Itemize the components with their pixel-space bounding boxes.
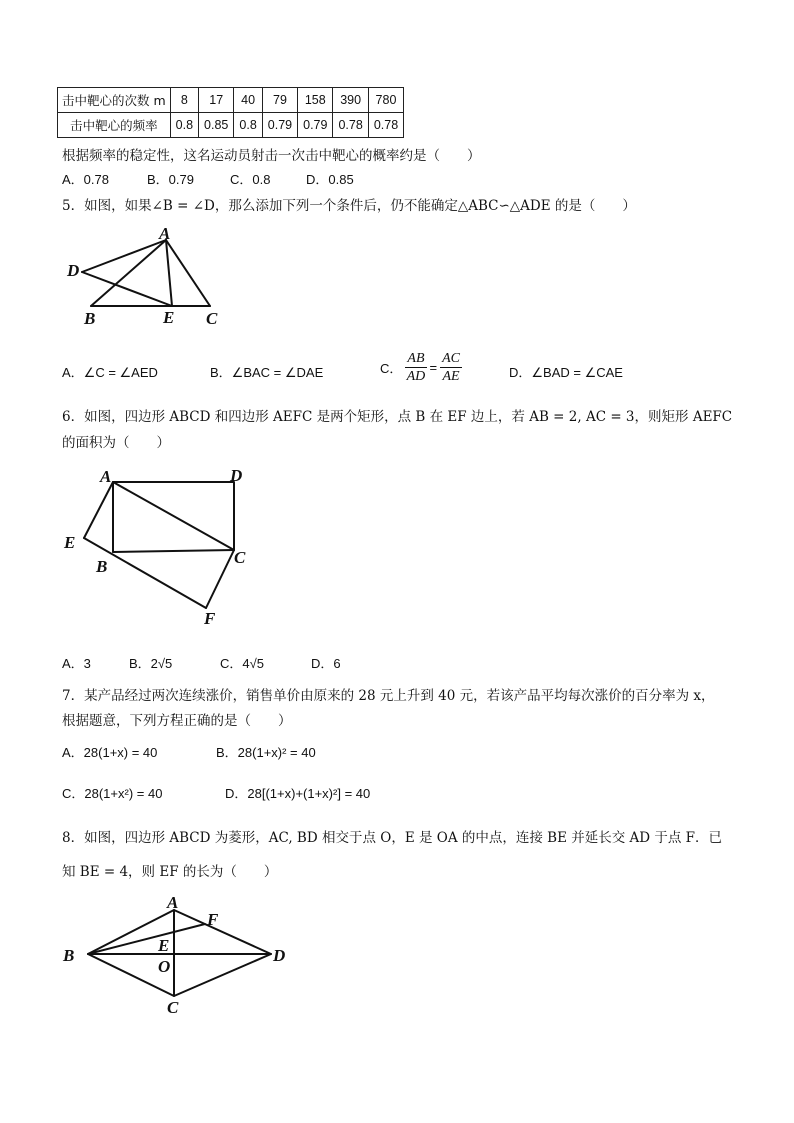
segment-AB bbox=[91, 240, 166, 306]
table-cell: 0.78 bbox=[368, 113, 403, 138]
fraction-ab-ad bbox=[405, 350, 426, 385]
label-E: E bbox=[158, 936, 170, 955]
table-cell: 0.8 bbox=[170, 113, 198, 138]
label-D: D bbox=[273, 946, 286, 965]
table-cell: 0.79 bbox=[298, 113, 333, 138]
q5-stem: 5．如图，如果∠B = ∠D，那么添加下列一个条件后，仍不能确定△ABC∽△ADE 的是（ ） bbox=[62, 198, 636, 214]
label-F: F bbox=[207, 910, 219, 929]
label-C: C bbox=[167, 998, 179, 1017]
row-header: 击中靶心的频率 bbox=[58, 113, 171, 138]
table-cell: 17 bbox=[199, 88, 234, 113]
table-cell: 0.8 bbox=[234, 113, 262, 138]
segment-AD bbox=[82, 240, 166, 272]
label-B: B bbox=[96, 557, 108, 576]
q4-option-a: A．0.78 bbox=[62, 172, 109, 187]
label-E: E bbox=[64, 533, 76, 552]
label-D: D bbox=[67, 261, 80, 280]
q7-stem-line2: 根据题意，下列方程正确的是（ ） bbox=[62, 713, 292, 729]
segment-FC bbox=[206, 550, 234, 608]
q8-stem-line2: 知 BE = 4，则 EF 的长为（ ） bbox=[62, 864, 278, 880]
q6-option-d: D．6 bbox=[311, 656, 341, 671]
q5-option-c bbox=[380, 350, 462, 385]
q6-stem-line2: 的面积为（ ） bbox=[62, 435, 170, 451]
table-cell: 158 bbox=[298, 88, 333, 113]
frequency-table bbox=[57, 87, 404, 138]
label-B: B bbox=[84, 309, 96, 328]
table-cell: 0.78 bbox=[333, 113, 368, 138]
table-row bbox=[58, 88, 404, 113]
denominator: AE bbox=[442, 369, 460, 384]
table-cell: 0.79 bbox=[262, 113, 297, 138]
q7-option-d: D．28[(1+x)+(1+x)²] = 40 bbox=[225, 786, 371, 801]
denominator: AD bbox=[406, 369, 426, 384]
table-cell: 8 bbox=[170, 88, 198, 113]
label-C: C bbox=[234, 548, 246, 567]
fraction-ac-ae bbox=[440, 350, 462, 385]
q7-stem-line1: 7．某产品经过两次连续涨价，销售单价由原来的 28 元上升到 40 元，若该产品平均每次涨价的百分率为 x， bbox=[62, 688, 715, 704]
q4-option-c: C．0.8 bbox=[230, 172, 271, 187]
segment-AE bbox=[84, 482, 113, 538]
q7-option-b: B．28(1+x)² = 40 bbox=[216, 745, 316, 760]
label-B: B bbox=[63, 946, 75, 965]
q4-option-b: B．0.79 bbox=[147, 172, 194, 187]
q7-option-c: C．28(1+x²) = 40 bbox=[62, 786, 163, 801]
table-cell: 780 bbox=[368, 88, 403, 113]
label-O: O bbox=[158, 957, 171, 976]
q5-option-d: D．∠BAD = ∠CAE bbox=[509, 365, 623, 380]
table-cell: 40 bbox=[234, 88, 262, 113]
label-D: D bbox=[230, 466, 243, 485]
table-cell: 0.85 bbox=[199, 113, 234, 138]
label-E: E bbox=[163, 308, 175, 327]
label-A: A bbox=[100, 467, 112, 486]
q4-stem: 根据频率的稳定性，这名运动员射击一次击中靶心的概率约是（ ） bbox=[62, 148, 481, 164]
table-cell: 390 bbox=[333, 88, 368, 113]
q4-option-d: D．0.85 bbox=[306, 172, 354, 187]
label-C: C bbox=[206, 309, 218, 328]
q6-option-a: A．3 bbox=[62, 656, 91, 671]
q6-stem-line1: 6．如图，四边形 ABCD 和四边形 AEFC 是两个矩形，点 B 在 EF 边上，若 AB = 2, AC = 3，则矩形 AEFC bbox=[62, 409, 733, 425]
q6-option-c: C．4√5 bbox=[220, 656, 264, 671]
table-cell: 79 bbox=[262, 88, 297, 113]
q6-option-b: B．2√5 bbox=[129, 656, 173, 671]
row-header: 击中靶心的次数 m bbox=[58, 88, 171, 113]
segment-AC bbox=[113, 482, 234, 550]
numerator: AC bbox=[442, 351, 460, 366]
segment-BF bbox=[88, 924, 205, 954]
q5-option-a: A．∠C = ∠AED bbox=[62, 365, 158, 380]
q8-figure bbox=[58, 890, 298, 1020]
label-F: F bbox=[204, 609, 216, 628]
segment-AC bbox=[166, 240, 210, 306]
numerator: AB bbox=[407, 351, 425, 366]
q6-figure bbox=[58, 462, 258, 630]
table-row bbox=[58, 113, 404, 138]
q5-option-b: B．∠BAC = ∠DAE bbox=[210, 365, 324, 380]
q5-figure bbox=[60, 222, 230, 332]
q7-option-a: A．28(1+x) = 40 bbox=[62, 745, 158, 760]
segment-BC bbox=[113, 550, 234, 552]
label-A: A bbox=[159, 224, 171, 243]
label-A: A bbox=[167, 893, 179, 912]
option-c-prefix: C． bbox=[380, 361, 403, 376]
equals-sign: = bbox=[429, 360, 438, 375]
segment-AE bbox=[166, 240, 172, 306]
q8-stem-line1: 8．如图，四边形 ABCD 为菱形，AC, BD 相交于点 O，E 是 OA 的中点，连接 BE 并延长交 AD 于点 F．已 bbox=[62, 830, 723, 846]
